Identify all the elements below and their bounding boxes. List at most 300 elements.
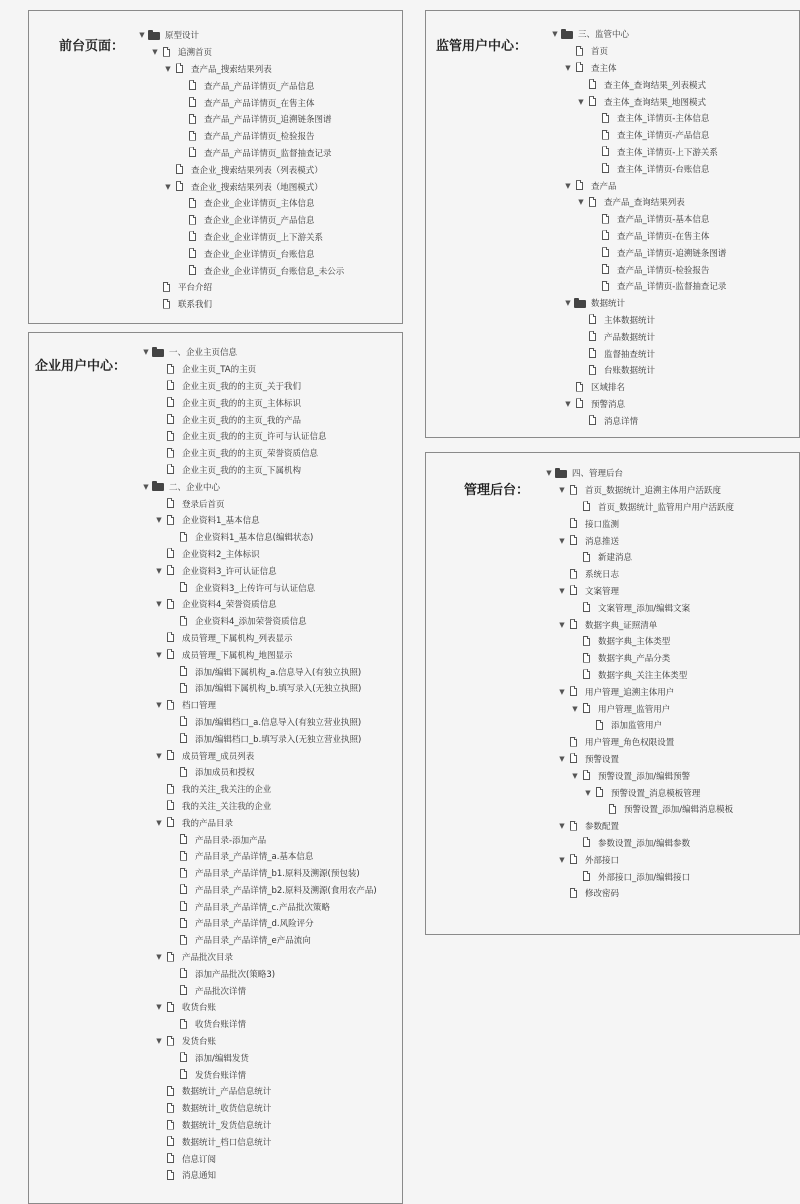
tree-page-item[interactable] [544,566,734,583]
tree-folder-item[interactable] [550,26,726,43]
tree-page-item[interactable] [550,160,726,177]
tree-page-item[interactable] [544,801,734,818]
document-icon [567,518,581,529]
document-icon [164,700,178,711]
tree-item-label: 参数配置 [585,822,620,833]
tree-page-item[interactable] [141,596,377,613]
caret-down-icon[interactable]: ▼ [572,771,578,780]
document-icon [580,770,594,781]
tree-page-item[interactable] [544,650,734,667]
tree-page-item[interactable] [141,1066,377,1083]
tree-item-label: 发货台账详情 [195,1070,247,1081]
tree-page-item[interactable] [141,462,377,479]
tree-page-item[interactable] [544,499,734,516]
tree-page-item[interactable] [141,613,377,630]
tree-page-item[interactable] [550,396,726,413]
document-icon [164,364,178,375]
caret-down-icon[interactable]: ▼ [559,620,565,629]
document-icon [164,784,178,795]
panel-supervisor [425,10,800,438]
tree-page-item[interactable] [141,1133,377,1150]
tree-page-item[interactable] [141,714,377,731]
tree-item-label: 登录后首页 [182,499,225,510]
caret-down-icon[interactable]: ▼ [565,181,571,190]
tree-page-item[interactable] [137,128,344,145]
caret-down-icon[interactable]: ▼ [156,701,162,710]
tree-item-label: 消息推送 [585,536,620,547]
document-icon [567,585,581,596]
tree [141,344,377,1184]
tree-page-item[interactable] [141,394,377,411]
caret-down-icon[interactable]: ▼ [559,822,565,831]
document-icon [164,1153,178,1164]
tree-page-item[interactable] [544,868,734,885]
tree-item-label: 查企业_搜索结果列表（列表模式） [191,165,323,176]
document-icon [593,720,607,731]
tree-page-item[interactable] [550,261,726,278]
tree-item-label: 数据字典_关注主体类型 [598,670,688,681]
tree-item-label: 产品目录_产品详情_d.风险评分 [195,919,314,930]
tree-item-label: 产品目录_产品详情_e产品流向 [195,936,311,947]
document-icon [599,281,613,292]
tree-page-item[interactable] [137,178,344,195]
document-icon [580,837,594,848]
document-icon [164,431,178,442]
document-icon [586,314,600,325]
caret-down-icon[interactable]: ▼ [559,586,565,595]
tree-item-label: 添加/编辑下属机构_a.信息导入(有独立执照) [195,667,362,678]
tree-page-item[interactable] [141,562,377,579]
tree-page-item[interactable] [544,734,734,751]
caret-down-icon[interactable]: ▼ [559,536,565,545]
document-icon [586,79,600,90]
tree-page-item[interactable] [550,76,726,93]
document-icon [160,47,174,58]
tree-item-label: 系统日志 [585,570,620,581]
tree-page-item[interactable] [141,1117,377,1134]
document-icon [177,1052,191,1063]
tree-page-item[interactable] [141,747,377,764]
caret-down-icon[interactable]: ▼ [565,299,571,308]
caret-down-icon[interactable]: ▼ [156,516,162,525]
tree-item-label: 追溯首页 [178,48,213,59]
tree-page-item[interactable] [141,949,377,966]
tree-item-label: 数据统计_档口信息统计 [182,1137,272,1148]
tree-page-item[interactable] [141,529,377,546]
tree-page-item[interactable] [550,127,726,144]
tree-item-label: 首页_数据统计_监管用户用户活跃度 [598,502,735,513]
tree-page-item[interactable] [137,145,344,162]
caret-down-icon[interactable]: ▼ [165,64,171,73]
tree-page-item[interactable] [137,195,344,212]
document-icon [599,130,613,141]
document-icon [186,80,200,91]
caret-down-icon[interactable]: ▼ [156,751,162,760]
tree-item-label: 企业主页_我的的主页_许可与认证信息 [182,432,327,443]
tree-page-item[interactable] [544,818,734,835]
tree-item-label: 预警设置_添加/编辑消息模板 [624,805,734,816]
document-icon [586,365,600,376]
panel-title: 监管用户中心： [436,39,528,54]
caret-down-icon[interactable]: ▼ [565,63,571,72]
tree-page-item[interactable] [137,262,344,279]
tree-page-item[interactable] [544,700,734,717]
caret-down-icon[interactable]: ▼ [552,30,558,39]
document-icon [186,215,200,226]
tree-page-item[interactable] [137,212,344,229]
tree-page-item[interactable] [544,599,734,616]
document-icon [573,62,587,73]
tree-page-item[interactable] [141,378,377,395]
document-icon [573,46,587,57]
tree-item-label: 添加/编辑发货 [195,1053,249,1064]
document-icon [173,181,187,192]
tree-item-label: 添加成员和授权 [195,768,255,779]
tree-page-item[interactable] [141,1033,377,1050]
tree-item-label: 查产品_产品详情页_追溯链条图谱 [204,115,332,126]
document-icon [164,1103,178,1114]
document-icon [186,248,200,259]
tree-page-item[interactable] [550,194,726,211]
tree-item-label: 查主体_详情页-产品信息 [617,131,710,142]
tree-page-item[interactable] [544,633,734,650]
caret-down-icon[interactable]: ▼ [559,687,565,696]
tree-item-label: 修改密码 [585,889,620,900]
document-icon [160,282,174,293]
tree-folder-item[interactable] [544,465,734,482]
tree-folder-item[interactable] [137,27,344,44]
tree-page-item[interactable] [137,279,344,296]
tree-page-item[interactable] [141,428,377,445]
caret-down-icon[interactable]: ▼ [156,953,162,962]
tree-page-item[interactable] [141,764,377,781]
caret-down-icon[interactable]: ▼ [156,600,162,609]
document-icon [599,214,613,225]
tree-page-item[interactable] [550,144,726,161]
tree-item-label: 产品目录_产品详情_b2.原料及溯源(食用农产品) [195,885,377,896]
caret-down-icon[interactable]: ▼ [156,1003,162,1012]
tree-item-label: 查主体_详情页-台账信息 [617,164,710,175]
tree-page-item[interactable] [544,767,734,784]
document-icon [164,649,178,660]
document-icon [186,131,200,142]
caret-down-icon[interactable]: ▼ [156,1037,162,1046]
tree-page-item[interactable] [141,512,377,529]
tree-page-item[interactable] [141,680,377,697]
document-icon [599,230,613,241]
tree-page-item[interactable] [137,44,344,61]
tree-page-item[interactable] [550,379,726,396]
document-icon [186,97,200,108]
document-icon [580,871,594,882]
tree-page-item[interactable] [550,278,726,295]
document-icon [173,164,187,175]
tree-page-item[interactable] [544,851,734,868]
tree-folder-item[interactable] [141,478,377,495]
tree-page-item[interactable] [544,835,734,852]
document-icon [177,901,191,912]
document-icon [606,804,620,815]
tree-page-item[interactable] [544,784,734,801]
tree-item-label: 企业资料2_主体标识 [182,549,260,560]
tree-page-item[interactable] [544,532,734,549]
tree-page-item[interactable] [141,898,377,915]
document-icon [186,114,200,125]
tree-page-item[interactable] [550,362,726,379]
tree-page-item[interactable] [544,667,734,684]
document-icon [160,299,174,310]
document-icon [164,565,178,576]
document-icon [586,197,600,208]
tree-page-item[interactable] [544,717,734,734]
tree-item-label: 产品目录_产品详情_c.产品批次策略 [195,902,330,913]
document-icon [164,1002,178,1013]
tree-page-item[interactable] [141,546,377,563]
tree-page-item[interactable] [137,229,344,246]
tree-item-label: 外部接口_添加/编辑接口 [598,872,691,883]
caret-down-icon[interactable]: ▼ [578,97,584,106]
tree-page-item[interactable] [141,965,377,982]
tree-item-label: 企业资料4_添加荣誉资质信息 [195,617,307,628]
tree-page-item[interactable] [544,751,734,768]
tree-item-label: 查主体_查询结果_地图模式 [604,97,707,108]
tree-page-item[interactable] [141,1100,377,1117]
tree-page-item[interactable] [141,630,377,647]
document-icon [177,532,191,543]
caret-down-icon[interactable]: ▼ [559,486,565,495]
document-icon [164,397,178,408]
tree-page-item[interactable] [550,345,726,362]
tree-page-item[interactable] [137,94,344,111]
document-icon [177,582,191,593]
tree-page-item[interactable] [550,312,726,329]
tree-item-label: 成员管理_下属机构_地图显示 [182,650,293,661]
caret-down-icon[interactable]: ▼ [152,48,158,57]
document-icon [164,464,178,475]
caret-down-icon[interactable]: ▼ [559,754,565,763]
tree-page-item[interactable] [544,482,734,499]
tree-page-item[interactable] [141,361,377,378]
tree-page-item[interactable] [141,982,377,999]
document-icon [580,653,594,664]
caret-down-icon[interactable]: ▼ [156,818,162,827]
tree-page-item[interactable] [544,885,734,902]
tree-item-label: 数据统计_产品信息统计 [182,1087,272,1098]
tree-page-item[interactable] [141,663,377,680]
tree-page-item[interactable] [141,999,377,1016]
tree-page-item[interactable] [550,110,726,127]
tree-page-item[interactable] [550,412,726,429]
tree-page-item[interactable] [141,1049,377,1066]
tree-item-label: 联系我们 [178,300,213,311]
caret-down-icon[interactable]: ▼ [565,399,571,408]
tree-item-label: 数据统计_发货信息统计 [182,1121,272,1132]
document-icon [573,398,587,409]
document-icon [580,636,594,647]
tree-page-item[interactable] [550,244,726,261]
document-icon [567,737,581,748]
tree-page-item[interactable] [141,1083,377,1100]
tree-page-item[interactable] [544,616,734,633]
tree-folder-item[interactable] [141,344,377,361]
tree-page-item[interactable] [141,865,377,882]
document-icon [177,918,191,929]
tree-item-label: 数据字典_产品分类 [598,654,671,665]
tree-item-label: 查主体_详情页-上下游关系 [617,147,718,158]
tree-page-item[interactable] [141,882,377,899]
tree-item-label: 数据字典_证照清单 [585,620,658,631]
tree-item-label: 添加/编辑档口_b.填写录入(无独立营业执照) [195,734,362,745]
panel-enterprise [28,332,403,1204]
tree-item-label: 我的关注_关注我的企业 [182,801,272,812]
tree-page-item[interactable] [141,411,377,428]
document-icon [177,985,191,996]
caret-down-icon[interactable]: ▼ [143,482,149,491]
tree-page-item[interactable] [141,697,377,714]
tree-page-item[interactable] [137,61,344,78]
tree-page-item[interactable] [550,60,726,77]
document-icon [186,198,200,209]
caret-down-icon[interactable]: ▼ [139,31,145,40]
tree-page-item[interactable] [141,848,377,865]
tree-page-item[interactable] [141,831,377,848]
tree-item-label: 产品批次目录 [182,953,234,964]
folder-icon [147,30,161,41]
document-icon [586,96,600,107]
document-icon [164,800,178,811]
tree-page-item[interactable] [544,549,734,566]
document-icon [186,147,200,158]
tree-item-label: 企业主页_我的的主页_下属机构 [182,465,302,476]
caret-down-icon[interactable]: ▼ [585,788,591,797]
document-icon [164,1036,178,1047]
tree-item-label: 查产品 [591,181,617,192]
tree [137,27,344,313]
caret-down-icon[interactable]: ▼ [578,198,584,207]
tree-page-item[interactable] [141,1150,377,1167]
document-icon [586,348,600,359]
document-icon [177,968,191,979]
tree-page-item[interactable] [141,932,377,949]
panel-title: 企业用户中心： [35,359,127,374]
tree-page-item[interactable] [141,915,377,932]
tree-page-item[interactable] [550,228,726,245]
document-icon [177,716,191,727]
tree-page-item[interactable] [141,730,377,747]
document-icon [164,952,178,963]
tree-page-item[interactable] [141,781,377,798]
tree-item-label: 企业资料3_许可认证信息 [182,566,277,577]
tree-page-item[interactable] [137,245,344,262]
tree-page-item[interactable] [544,515,734,532]
tree-item-label: 我的产品目录 [182,818,234,829]
caret-down-icon[interactable]: ▼ [143,348,149,357]
document-icon [164,1120,178,1131]
caret-down-icon[interactable]: ▼ [165,182,171,191]
tree [544,465,734,902]
tree-item-label: 查主体_查询结果_列表模式 [604,80,707,91]
tree-item-label: 企业主页_我的的主页_荣誉资质信息 [182,449,319,460]
caret-down-icon[interactable]: ▼ [156,566,162,575]
tree-item-label: 企业资料1_基本信息 [182,516,260,527]
tree-page-item[interactable] [141,579,377,596]
tree-page-item[interactable] [137,296,344,313]
document-icon [573,180,587,191]
tree-item-label: 我的关注_我关注的企业 [182,785,272,796]
tree-page-item[interactable] [141,646,377,663]
tree-page-item[interactable] [544,683,734,700]
tree-item-label: 新建消息 [598,553,633,564]
tree-page-item[interactable] [141,1016,377,1033]
tree-item-label: 收货台账 [182,1003,217,1014]
document-icon [599,146,613,157]
tree-item-label: 查产品_产品详情页_产品信息 [204,81,315,92]
tree-page-item[interactable] [550,93,726,110]
document-icon [586,415,600,426]
tree-item-label: 参数设置_添加/编辑参数 [598,838,691,849]
caret-down-icon[interactable]: ▼ [559,855,565,864]
tree-page-item[interactable] [141,1167,377,1184]
tree-page-item[interactable] [137,77,344,94]
tree-item-label: 四、管理后台 [572,469,624,480]
caret-down-icon[interactable]: ▼ [572,704,578,713]
tree-page-item[interactable] [141,798,377,815]
tree-page-item[interactable] [550,177,726,194]
tree-page-item[interactable] [137,161,344,178]
caret-down-icon[interactable]: ▼ [546,469,552,478]
tree-page-item[interactable] [141,814,377,831]
tree-item-label: 原型设计 [165,31,200,42]
tree-item-label: 查企业_搜索结果列表（地图模式） [191,182,323,193]
tree-item-label: 首页_数据统计_追溯主体用户活跃度 [585,486,722,497]
document-icon [164,380,178,391]
tree-item-label: 查产品_产品详情页_在售主体 [204,98,315,109]
document-icon [599,264,613,275]
document-icon [177,1069,191,1080]
tree-item-label: 查主体_详情页-主体信息 [617,114,710,125]
tree-item-label: 添加/编辑下属机构_b.填写录入(无独立执照) [195,684,362,695]
tree-item-label: 接口监测 [585,519,620,530]
tree-item-label: 查产品_搜索结果列表 [191,64,272,75]
tree-item-label: 预警设置_消息模板管理 [611,788,701,799]
document-icon [177,834,191,845]
tree-item-label: 一、企业主页信息 [169,348,238,359]
tree-page-item[interactable] [550,328,726,345]
caret-down-icon[interactable]: ▼ [156,650,162,659]
tree-item-label: 数据字典_主体类型 [598,637,671,648]
document-icon [164,414,178,425]
document-icon [177,1019,191,1030]
tree-item-label: 数据统计 [591,299,626,310]
tree-item-label: 发货台账 [182,1037,217,1048]
tree-item-label: 平台介绍 [178,283,213,294]
tree-page-item[interactable] [141,445,377,462]
tree-item-label: 产品批次详情 [195,986,247,997]
document-icon [567,619,581,630]
tree-item-label: 产品目录-添加产品 [195,835,267,846]
tree-item-label: 产品目录_产品详情_b1.原料及溯源(预包装) [195,869,360,880]
document-icon [164,1136,178,1147]
folder-icon [560,29,574,40]
tree-page-item[interactable] [550,43,726,60]
tree-page-item[interactable] [141,495,377,512]
tree-folder-item[interactable] [550,295,726,312]
tree-item-label: 用户管理_监管用户 [598,704,671,715]
tree-item-label: 三、监管中心 [578,30,630,41]
tree-page-item[interactable] [550,211,726,228]
tree-page-item[interactable] [137,111,344,128]
tree-page-item[interactable] [544,583,734,600]
